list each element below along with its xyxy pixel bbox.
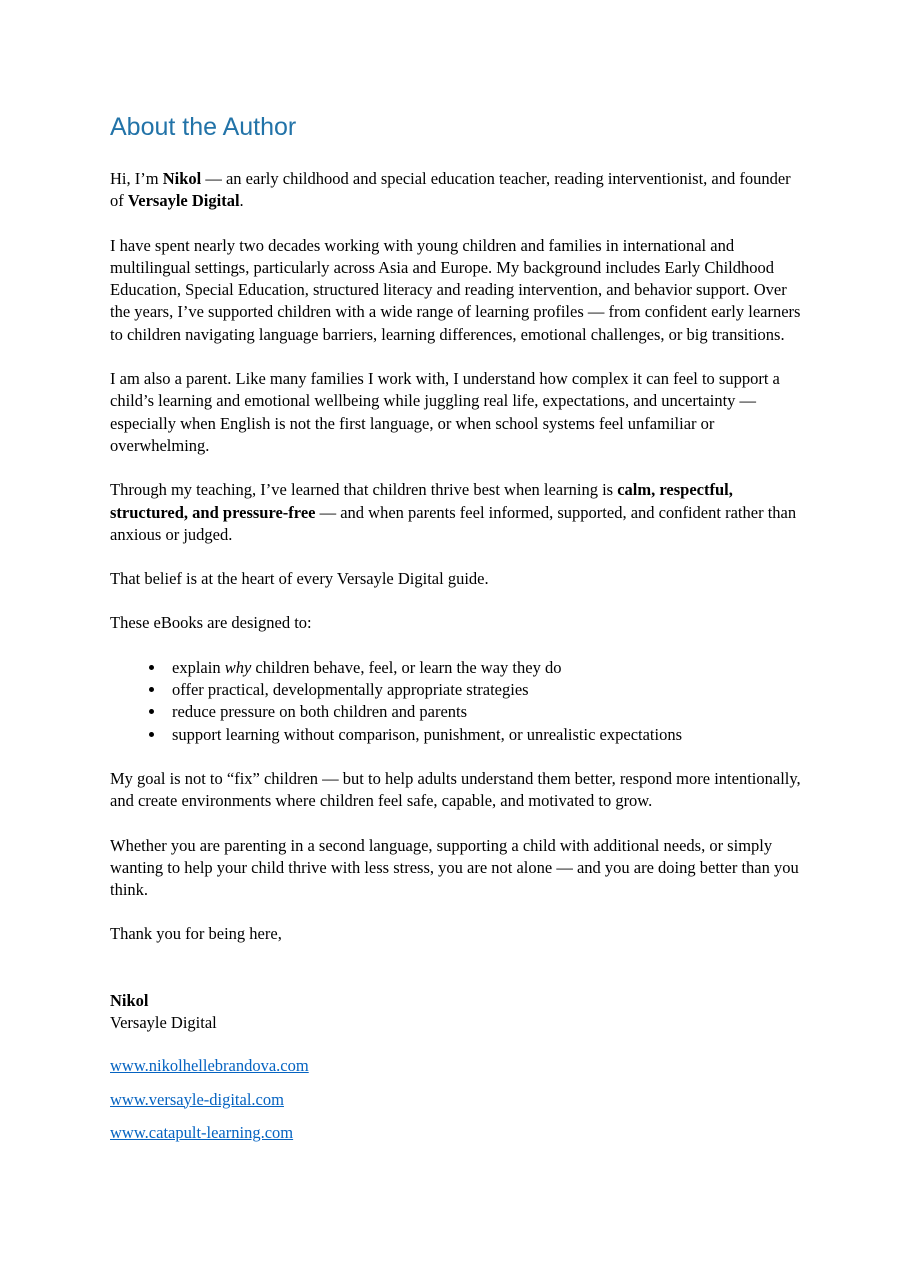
signature-name: Nikol — [110, 990, 149, 1010]
document-body — [110, 168, 802, 946]
signature-company: Versayle Digital — [110, 1013, 217, 1033]
text-run: That belief is at the heart of every Versayle Digital guide. — [110, 569, 489, 589]
bullet-item — [166, 701, 802, 723]
text-run: offer practical, developmentally appropriate strategies — [172, 680, 529, 700]
link-line — [110, 1122, 802, 1144]
paragraph — [110, 923, 802, 945]
paragraph — [110, 368, 802, 457]
paragraph — [110, 235, 802, 346]
text-run: reduce pressure on both children and parents — [172, 702, 468, 722]
text-run: Nikol — [162, 169, 202, 188]
text-run: explain — [172, 657, 225, 677]
text-run: — an early childhood and special education teacher, reading interventionist, and founder of — [110, 169, 791, 211]
text-run: calm, respectful, structured, and pressure-free — [110, 480, 733, 522]
signature-block — [110, 990, 802, 1035]
page-title: About the Author — [110, 113, 297, 141]
bullet-item — [166, 679, 802, 701]
text-run: why — [224, 657, 252, 677]
bullet-list — [110, 657, 802, 746]
text-run: These eBooks are designed to: — [110, 613, 312, 633]
link-line — [110, 1089, 802, 1111]
text-run: children behave, feel, or learn the way they do — [251, 657, 562, 677]
paragraph — [110, 479, 802, 546]
paragraph — [110, 612, 802, 634]
bullet-item — [166, 657, 802, 679]
text-run: My goal is not to “fix” children — but to help adults understand them better, respond more intentionally, and create environments where children feel safe, capable, and motivated to grow. — [110, 768, 801, 811]
links-block — [110, 1055, 802, 1144]
paragraph — [110, 768, 802, 813]
text-run: Hi, I’m — [110, 169, 163, 188]
text-run: I am also a parent. Like many families I work with, I understand how complex it can feel to support a child’s learning and emotional wellbeing while juggling real life, expectations, and uncertainty — especially when English is not the first language, or when school systems feel unfamiliar or overwhelming. — [110, 369, 780, 455]
text-run: Versayle Digital — [127, 191, 240, 211]
text-run: Thank you for being here, — [110, 924, 282, 944]
bullet-item — [166, 724, 802, 746]
website-link[interactable]: www.nikolhellebrandova.com — [110, 1056, 309, 1076]
paragraph — [110, 168, 802, 213]
text-run: . — [239, 191, 244, 211]
link-line — [110, 1055, 802, 1077]
text-run: — and when parents feel informed, supported, and confident rather than anxious or judged. — [110, 502, 797, 544]
paragraph — [110, 835, 802, 902]
text-run: I have spent nearly two decades working with young children and families in international and multilingual settings, particularly across Asia and Europe. My background includes Early Childhood Education, Special Education, structured literacy and reading intervention, and behavior support. Over the years, I’ve supported children with a wide range of learning profiles — from confident early learners to children navigating language barriers, learning differences, emotional challenges, or big transitions. — [110, 235, 801, 344]
text-run: Through my teaching, I’ve learned that children thrive best when learning is — [110, 480, 618, 500]
website-link[interactable]: www.catapult-learning.com — [110, 1122, 294, 1142]
text-run: support learning without comparison, punishment, or unrealistic expectations — [172, 724, 683, 744]
paragraph — [110, 568, 802, 590]
website-link[interactable]: www.versayle-digital.com — [110, 1089, 284, 1109]
text-run: Whether you are parenting in a second language, supporting a child with additional needs, or simply wanting to help your child thrive with less stress, you are not alone — and you are doing better than you think. — [110, 835, 799, 900]
